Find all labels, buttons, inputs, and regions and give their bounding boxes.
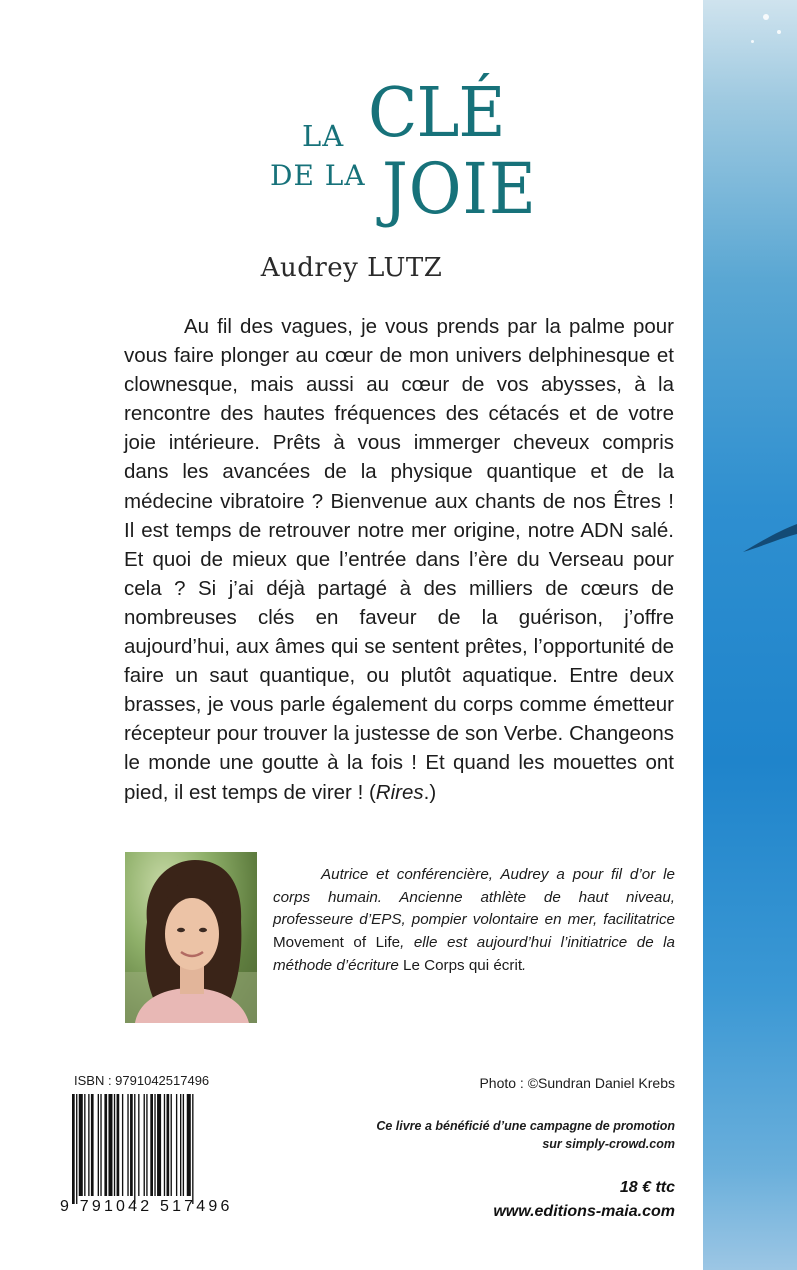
title-joie: JOIE: [382, 148, 537, 230]
bio-movement-of-life: Movement of Life: [273, 934, 401, 952]
barcode: [72, 1094, 230, 1204]
barcode-bar: [138, 1094, 139, 1196]
title-cle: CLÉ: [368, 74, 505, 153]
barcode-bar: [98, 1094, 99, 1196]
barcode-bar: [79, 1094, 83, 1196]
promo-note: [330, 1117, 675, 1153]
barcode-bar: [176, 1094, 177, 1196]
barcode-bar: [122, 1094, 123, 1196]
barcode-bar: [84, 1094, 85, 1196]
bio-le-corps-qui-ecrit: Le Corps qui écrit: [403, 956, 523, 974]
barcode-bar: [134, 1094, 135, 1204]
barcode-bar: [164, 1094, 165, 1196]
title-la: LA: [302, 119, 345, 153]
barcode-bar: [127, 1094, 128, 1196]
author-photo: [125, 852, 257, 1023]
barcode-bar: [167, 1094, 170, 1196]
author-bio: [273, 864, 675, 978]
barcode-bar: [100, 1094, 101, 1196]
barcode-bar: [144, 1094, 145, 1196]
title-de-la: DE LA: [270, 159, 366, 192]
price: 18 € ttc: [619, 1179, 675, 1196]
bio-part-1: Autrice et conférencière, Audrey a pour fil d’or le corps humain. Ancienne athlète de haut niveau, professeure d’EPS, pompier volontaire en mer, facilitatrice: [273, 866, 675, 929]
barcode-bar: [72, 1094, 75, 1204]
barcode-bar: [187, 1094, 191, 1196]
blurb-main: Au fil des vagues, je vous prends par la palme pour vous faire plonger au cœur de mon univers delphinesque et clownesque, mais aussi au cœur de vos abysses, à la rencontre des hautes fréquences des cétacés et de votre joie intérieure. Prêts à vous immerger cheveux compris dans les avancées de la physique quantique et de la médecine vibratoire ? Bienvenue aux chants de nos Êtres ! Il est temps de retrouver notre mer origine, notre ADN salé. Et quoi de mieux que l’entrée dans l’ère du Verseau pour cela ? Si j’ai déjà partagé à des milliers de cœurs de nombreuses clés en faveur de la guérison, j’offre aujourd’hui, aux âmes qui se sentent prêtes, l’opportunité de faire un saut quantique, ou plutôt aquatique. Entre deux brasses, je vous parle également du corps comme émetteur récepteur pour trouver la justesse de son Verbe. Changeons le monde une goutte à la fois ! Et quand les mouettes ont pied, il est temps de virer ! (: [124, 315, 674, 804]
book-title: [0, 60, 703, 230]
author-name: Audrey LUTZ: [260, 253, 443, 283]
isbn-label: ISBN : 9791042517496: [74, 1073, 210, 1088]
barcode-bar: [76, 1094, 77, 1204]
barcode-bar: [130, 1094, 133, 1196]
promo-line-1: Ce livre a bénéficié d’une campagne de promotion: [376, 1119, 675, 1133]
barcode-bar: [108, 1094, 112, 1196]
barcode-bar: [154, 1094, 155, 1196]
blurb-italic: Rires: [375, 780, 424, 804]
barcode-bar: [192, 1094, 193, 1204]
barcode-bar: [157, 1094, 161, 1196]
barcode-bar: [104, 1094, 107, 1196]
bio-part-2: , elle est aujourd’hui l’initiatrice de la méthode d’écriture: [273, 934, 675, 974]
dolphin-fin-icon: [703, 0, 797, 1270]
sea-photo-strip: [703, 0, 797, 1270]
barcode-bar: [88, 1094, 89, 1196]
barcode-bar: [183, 1094, 184, 1196]
barcode-bar: [91, 1094, 94, 1196]
promo-line-2: sur simply-crowd.com: [542, 1137, 675, 1151]
blurb-text: [124, 312, 674, 807]
barcode-bar: [114, 1094, 115, 1196]
barcode-bar: [117, 1094, 120, 1196]
barcode-digits: 9 791042 517496: [60, 1198, 233, 1215]
blurb-end: .): [423, 780, 437, 804]
barcode-bar: [180, 1094, 181, 1196]
barcode-bar: [146, 1094, 147, 1196]
author-portrait-illustration: [125, 852, 257, 1023]
barcode-bar: [171, 1094, 172, 1196]
publisher-website: www.editions-maia.com: [493, 1203, 675, 1220]
barcode-bar: [150, 1094, 153, 1196]
photo-credit: Photo : ©Sundran Daniel Krebs: [479, 1075, 675, 1091]
bio-part-3: .: [522, 956, 527, 974]
